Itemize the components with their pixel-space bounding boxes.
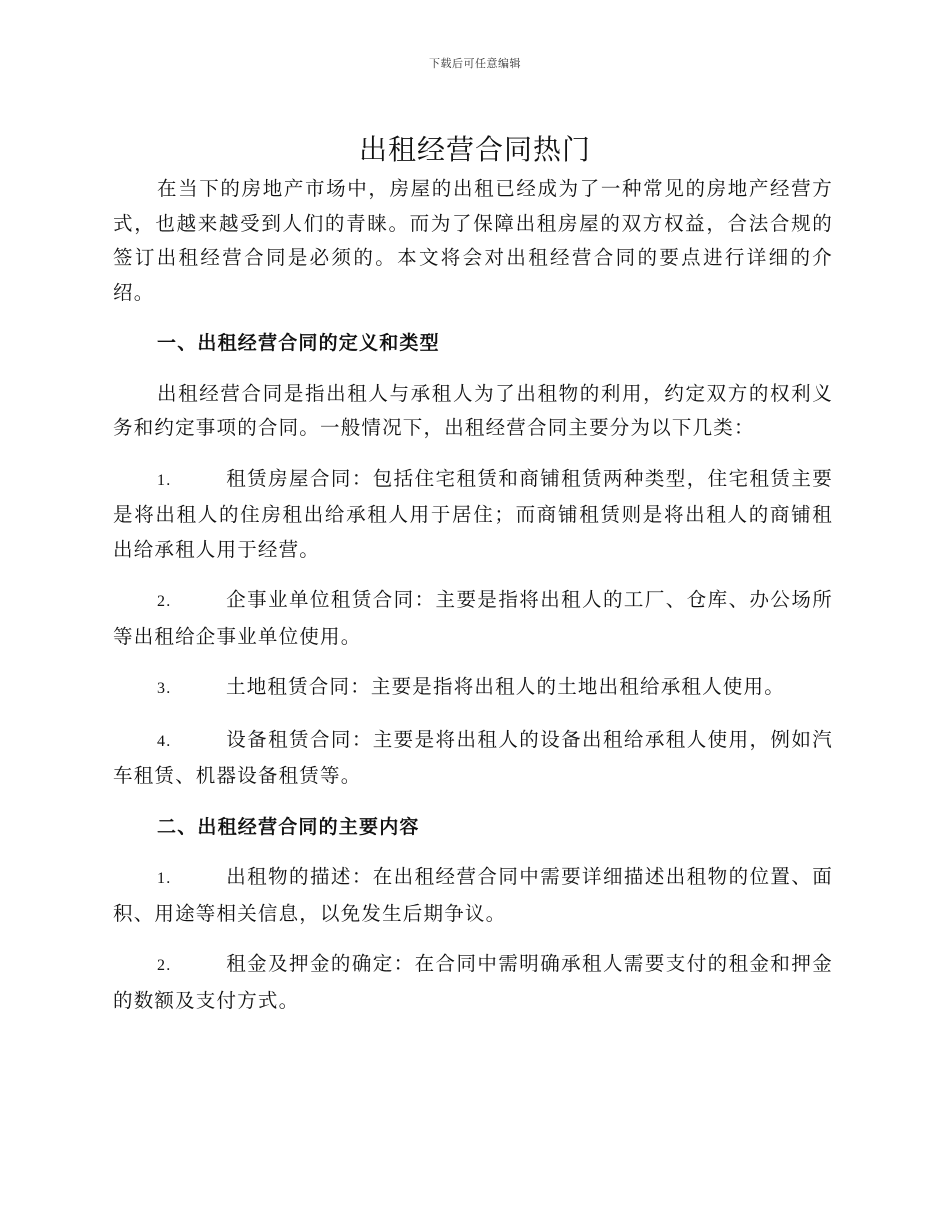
spacer (113, 567, 833, 583)
section-1-heading: 一、出租经营合同的定义和类型 (157, 332, 440, 354)
list-item (113, 583, 833, 654)
list-item-text: 租金及押金的确定：在合同中需明确承租人需要支付的租金和押金的数额及支付方式。 (113, 952, 833, 1012)
list-item (113, 462, 833, 568)
document-title: 出租经营合同热门 (358, 133, 591, 166)
spacer (113, 707, 833, 723)
list-item-text: 出租物的描述：在出租经营合同中需要详细描述出租物的位置、面积、用途等相关信息，以免发生后期争议。 (113, 865, 833, 925)
spacer (113, 931, 833, 947)
list-item-number: 2. (157, 593, 172, 610)
list-item (113, 723, 833, 794)
list-item (113, 947, 833, 1018)
section-2-heading: 二、出租经营合同的主要内容 (157, 815, 420, 838)
spacer (113, 844, 833, 860)
list-item-text: 设备租赁合同：主要是将出租人的设备出租给承租人使用，例如汽车租赁、机器设备租赁等。 (113, 727, 833, 787)
list-item-text: 租赁房屋合同：包括住宅租赁和商铺租赁两种类型，住宅租赁主要是将出租人的住房租出给承租人用于居住；而商铺租赁则是将出租人的商铺租出给承租人用于经营。 (113, 466, 833, 561)
list-item-text: 土地租赁合同：主要是指将出租人的土地出租给承租人使用。 (226, 675, 785, 698)
header-note: 下载后可任意编辑 (429, 57, 521, 70)
list-item-number: 3. (157, 680, 172, 697)
document-body (113, 172, 833, 1018)
spacer (113, 654, 833, 670)
spacer (113, 310, 833, 326)
list-item-number: 1. (157, 471, 172, 489)
list-item (113, 860, 833, 931)
list-item-number: 4. (157, 732, 172, 750)
section-1-paragraph: 出租经营合同是指出租人与承租人为了出租物的利用，约定双方的权利义务和约定事项的合同。一般情况下，出租经营合同主要分为以下几类： (113, 381, 833, 439)
list-item-number: 2. (157, 957, 172, 974)
spacer (113, 794, 833, 810)
spacer (113, 446, 833, 462)
list-item-text: 企事业单位租赁合同：主要是指将出租人的工厂、仓库、办公场所等出租给企事业单位使用。 (113, 588, 833, 648)
list-item (113, 670, 833, 707)
list-item-number: 1. (157, 870, 172, 887)
intro-paragraph: 在当下的房地产市场中，房屋的出租已经成为了一种常见的房地产经营方式，也越来越受到人们的青睐。而为了保障出租房屋的双方权益，合法合规的签订出租经营合同是必须的。本文将会对出租经营合同的要点进行详细的介绍。 (113, 177, 833, 304)
spacer (113, 361, 833, 377)
